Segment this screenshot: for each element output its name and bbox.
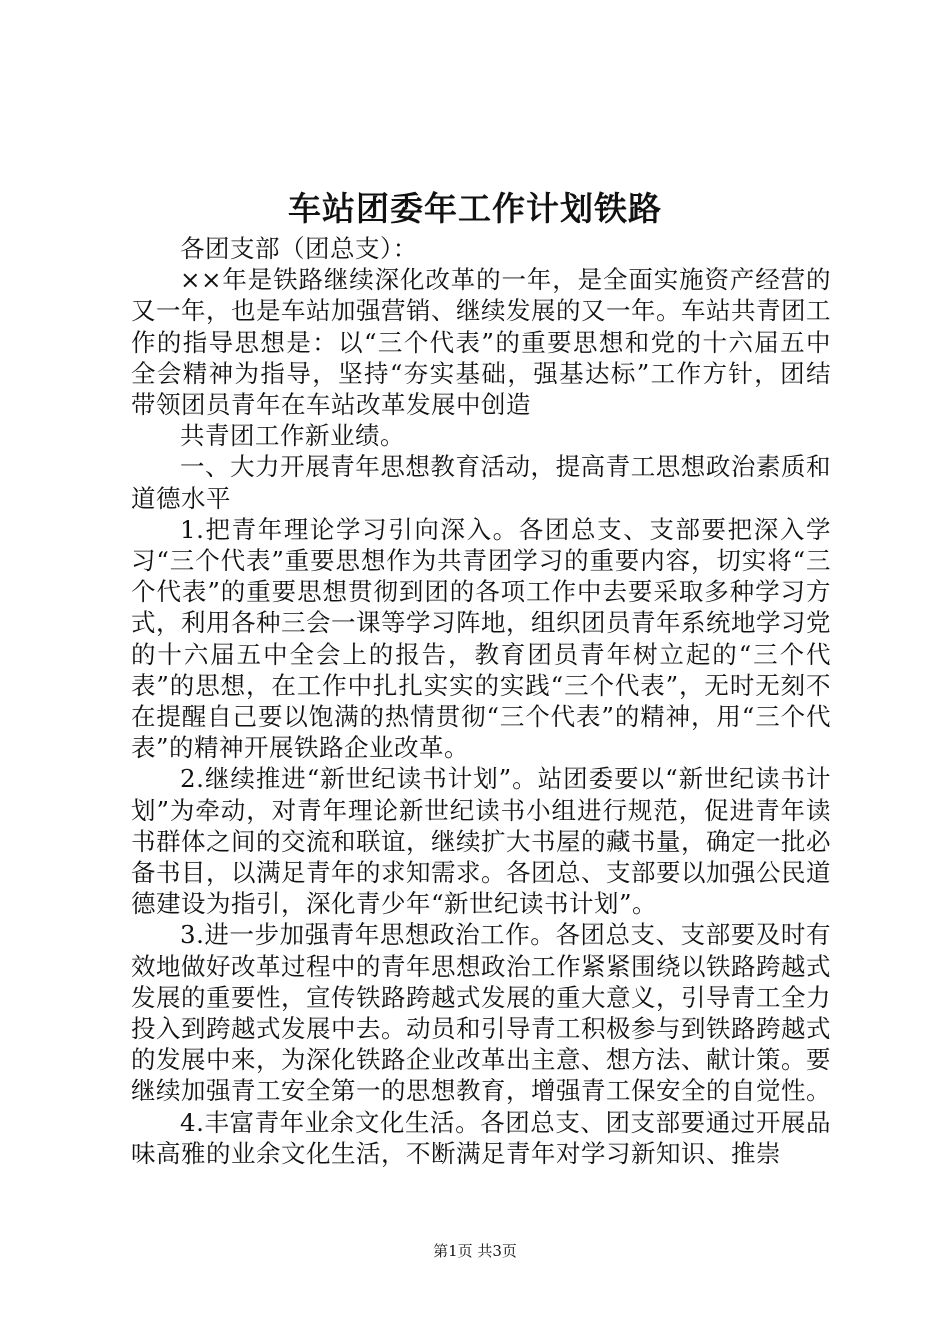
salutation: 各团支部（团总支）： — [180, 234, 418, 263]
document-body — [131, 233, 831, 1169]
item-paragraph-2: 2.继续推进“新世纪读书计划”。站团委要以“新世纪读书计划”为牵动，对青年理论新世纪读书小组进行规范，促进青年读书群体之间的交流和联谊，继续扩大书屋的藏书量，确定一批必备书目，以满足青年的求知需求。各团总、支部要以加强公民道德建设为指引，深化青少年“新世纪读书计划”。 — [131, 764, 831, 919]
item-paragraph-3: 3.进一步加强青年思想政治工作。各团总支、支部要及时有效地做好改革过程中的青年思想政治工作紧紧围绕以铁路跨越式发展的重要性，宣传铁路跨越式发展的重大意义，引导青工全力投入到跨越式发展中去。动员和引导青工积极参与到铁路跨越式的发展中来，为深化铁路企业改革出主意、想方法、献计策。要继续加强青工安全第一的思想教育，增强青工保安全的自觉性。 — [131, 920, 831, 1106]
intro-paragraph: ××年是铁路继续深化改革的一年，是全面实施资产经营的又一年，也是车站加强营销、继续发展的又一年。车站共青团工作的指导思想是：以“三个代表”的重要思想和党的十六届五中全会精神为指导，坚持“夯实基础，强基达标”工作方针，团结带领团员青年在车站改革发展中创造 — [131, 265, 831, 420]
page-number-footer: 第1页 共3页 — [433, 1242, 517, 1260]
section-heading-1: 一、大力开展青年思想教育活动，提高青工思想政治素质和道德水平 — [131, 452, 831, 513]
item-paragraph-4: 4.丰富青年业余文化生活。各团总支、团支部要通过开展品味高雅的业余文化生活，不断满足青年对学习新知识、推崇 — [131, 1107, 831, 1168]
document-title: 车站团委年工作计划铁路 — [288, 189, 662, 228]
item-paragraph-1: 1.把青年理论学习引向深入。各团总支、支部要把深入学习“三个代表”重要思想作为共青团学习的重要内容，切实将“三个代表”的重要思想贯彻到团的各项工作中去要采取多种学习方式，利用各种三会一课等学习阵地，组织团员青年系统地学习党的十六届五中全会上的报告，教育团员青年树立起的“三个代表”的思想，在工作中扎扎实实的实践“三个代表”，无时无刻不在提醒自己要以饱满的热情贯彻“三个代表”的精神，用“三个代表”的精神开展铁路企业改革。 — [131, 514, 831, 763]
intro-continuation: 共青团工作新业绩。 — [180, 421, 405, 451]
